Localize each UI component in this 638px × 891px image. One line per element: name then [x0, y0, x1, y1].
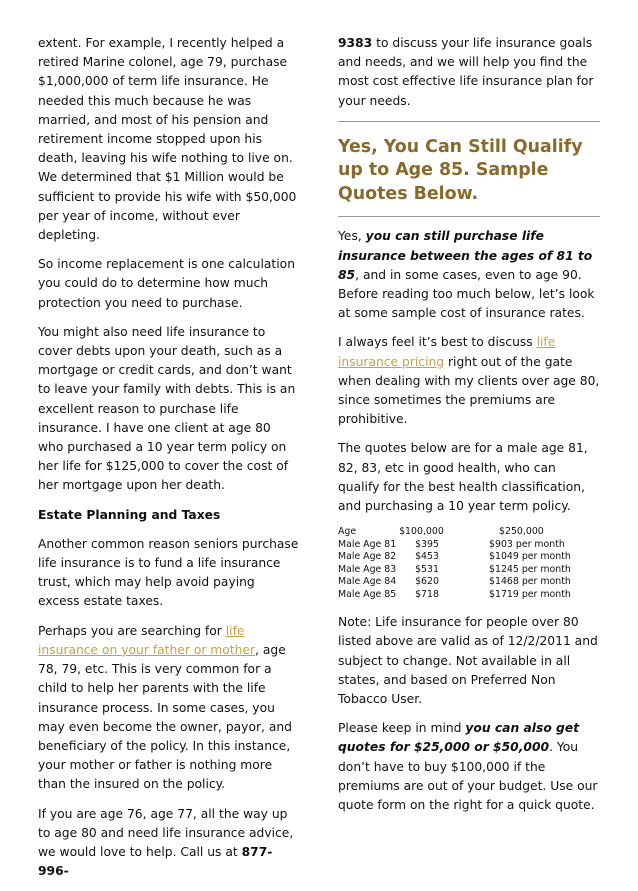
left-column	[38, 34, 300, 891]
table-row	[338, 539, 600, 552]
emphasis-age-range: you can still purchase life insurance between the ages of 81 to 85	[338, 229, 593, 282]
cell-age: Male Age 84	[338, 576, 397, 588]
text: to discuss your life insurance goals and needs, and we will help you find the most cost effective life insurance plan for your needs.	[338, 36, 594, 108]
text: , age 78, 79, etc. This is very common for a child to help her parents with the life insurance process. In some cases, you may even become the owner, payor, and beneficiary of the policy. In this instance, your mother or father is nothing more than the insured on the policy.	[38, 642, 292, 792]
cell-age: Male Age 83	[338, 563, 397, 575]
phone-number-part1: 877-996-	[38, 844, 273, 879]
paragraph-marine-example: extent. For example, I recently helped a retired Marine colonel, age 79, purchase $1,000,000 of term life insurance. He needed this much because he was married, and most of his pension and retirement income stopped upon his death, leaving his wife nothing to live on. We determined that $1 Million would be sufficient to provide his wife with $50,000 per year of income, without ever depleting.	[38, 36, 297, 243]
cell-250k: $1719 per month	[489, 588, 571, 600]
text: , and in some cases, even to age 90. Before reading too much below, let’s look at some sample cost of insurance rates.	[338, 267, 595, 321]
divider-top	[338, 121, 600, 122]
cell-250k: $903 per month	[489, 538, 565, 550]
cell-100k: $620	[415, 576, 439, 588]
quotes-table	[338, 526, 600, 601]
right-column	[338, 34, 600, 825]
text: right out of the gate when dealing with my clients over age 80, since sometimes the premiums are prohibitive.	[338, 354, 600, 427]
paragraph-quote-criteria: The quotes below are for a male age 81, 82, 83, etc in good health, who can qualify for the best health classification, and purchasing a 10 year term policy.	[338, 441, 588, 513]
cell-250k: $1245 per month	[489, 563, 571, 575]
text: I always feel it’s best to discuss	[338, 335, 537, 350]
paragraph-smaller-quotes	[338, 719, 600, 815]
paragraph-debts: You might also need life insurance to cover debts upon your death, such as a mortgage or credit cards, and don’t want to leave your family with debts. This is an excellent reason to purchase life insurance. I have one client at age 80 who purchased a 10 year term policy on her life for $125,000 to cover the cost of her mortgage upon her death.	[38, 324, 296, 493]
cell-age: Male Age 85	[338, 588, 397, 600]
table-row	[338, 576, 600, 589]
header-250k: $250,000	[499, 526, 544, 538]
paragraph-call-continued	[338, 34, 600, 111]
text: Please keep in mind	[338, 721, 466, 736]
text: . You don’t have to buy $100,000 if the premiums are out of your budget. Use our quote form on the right for a quick quote.	[338, 740, 598, 812]
cell-250k: $1468 per month	[489, 576, 571, 588]
cell-age: Male Age 81	[338, 538, 397, 550]
text: Perhaps you are searching for	[38, 623, 226, 638]
table-row	[338, 589, 600, 602]
header-age: Age	[338, 526, 357, 538]
heading-estate-planning: Estate Planning and Taxes	[38, 507, 221, 522]
link-life-insurance-parents[interactable]: life insurance on your father or mother	[38, 623, 256, 657]
paragraph-note: Note: Life insurance for people over 80 listed above are valid as of 12/2/2011 and subject to change. Not available in all states, and based on Preferred Non Tobacco User.	[338, 615, 598, 706]
phone-number-part2: 9383	[338, 36, 373, 50]
cell-100k: $453	[415, 551, 439, 563]
table-header-row	[338, 526, 600, 539]
text: Yes,	[338, 229, 366, 244]
cell-100k: $395	[415, 538, 439, 550]
header-100k: $100,000	[399, 526, 444, 538]
paragraph-qualify	[338, 227, 600, 323]
table-row	[338, 564, 600, 577]
table-row	[338, 551, 600, 564]
section-title: Yes, You Can Still Qualify up to Age 85. Sample Quotes Below.	[338, 136, 583, 204]
paragraph-call-us	[38, 805, 300, 882]
emphasis-smaller-amounts: you can also get quotes for $25,000 or $50,000	[338, 721, 580, 755]
cell-age: Male Age 82	[338, 551, 397, 563]
paragraph-parents	[38, 622, 300, 795]
divider-bottom	[338, 216, 600, 217]
link-life-insurance-pricing[interactable]: life insurance pricing	[338, 335, 556, 369]
cell-250k: $1049 per month	[489, 551, 571, 563]
paragraph-pricing	[338, 333, 600, 429]
cell-100k: $718	[415, 588, 439, 600]
paragraph-trust: Another common reason seniors purchase life insurance is to fund a life insurance trust, which may help avoid paying excess estate taxes.	[38, 536, 299, 609]
cell-100k: $531	[415, 563, 439, 575]
text: If you are age 76, age 77, all the way up to age 80 and need life insurance advice, we would love to help. Call us at	[38, 806, 294, 859]
paragraph-income-replacement: So income replacement is one calculation you could do to determine how much protection you need to purchase.	[38, 257, 295, 310]
